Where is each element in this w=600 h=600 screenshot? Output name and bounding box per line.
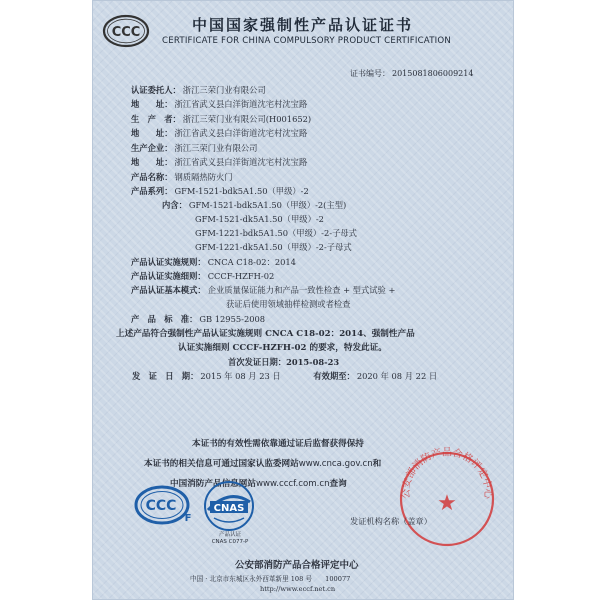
issuing-organization: 公安部消防产品合格评定中心 [235,560,359,571]
issue-dates [132,370,437,382]
ccc-logo-icon [102,14,150,48]
cnas-logo-icon [202,480,256,532]
field-row-manufacturer-address [131,127,307,139]
statement-line-2: 认证实施细则 CCCF-HZFH-02 的要求，特发此证。 [178,343,387,353]
field-label: 产 品 标 准： [131,314,198,324]
field-row-client [131,84,266,96]
mode-line-2: 获证后使用领域抽样检测或者检查 [226,299,351,309]
ccc-logo-text: CCC [111,25,141,40]
certificate-number [350,68,473,79]
field-row-factory-address [131,156,307,168]
field-label: 产品名称： [131,172,173,182]
official-seal-icon [392,444,502,554]
issuer-signature-label: 发证机构名称（盖章） [350,516,432,526]
expiry-date: 2020 年 08 月 22 日 [356,371,438,381]
field-row-rules [131,256,296,268]
ccc-f-logo-text: CCC [145,498,177,514]
field-row-factory [131,142,257,154]
field-value: 浙江省武义县白洋街道沈宅村沈宝路 [174,157,308,167]
field-value: CNCA C18-02：2014 [207,257,296,267]
seal-text: 公安部消防产品合格评定中心 [400,447,494,499]
field-value: GFM-1521-bdk5A1.50（甲级）-2 [174,186,309,196]
field-label: 生产企业： [131,143,173,153]
cnas-logo-text: CNAS [213,503,245,514]
cert-no-value: 2015081806009214 [392,69,474,78]
field-row-manufacturer [131,113,311,125]
field-value: 浙江省武义县白洋街道沈宅村沈宝路 [174,128,308,138]
certificate [92,0,514,600]
field-value: CCCF-HZFH-02 [207,271,275,281]
field-label: 产品认证实施规则： [131,257,206,267]
organization-url[interactable]: http://www.eccf.net.cn [260,585,336,593]
includes-item: GFM-1521-dk5A1.50（甲级）-2 [195,214,324,224]
field-row-product-name [131,171,233,183]
cnas-caption: 产品认证 CNAS C077-P [211,532,249,545]
organization-address: 中国 · 北京市东城区永外西革新里 108 号 100077 [190,575,351,583]
includes-item: GFM-1221-dk5A1.50（甲级）-2-子母式 [195,242,352,252]
field-value: 浙江三荣门业有限公司(H001652) [182,114,312,124]
field-value: 浙江三荣门业有限公司 [174,143,258,153]
includes-label: 内含： [162,200,187,210]
ccc-f-logo-icon [134,484,194,526]
seal-star: ★ [437,491,457,516]
field-row-product-series [131,185,309,197]
field-row-client-address [131,98,307,110]
statement-line-1: 上述产品符合强制性产品认证实施规则 CNCA C18-02：2014、强制性产品 [116,329,415,339]
expiry-label: 有效期至： [313,371,355,381]
cccf-note: 中国消防产品信息网站www.cccf.com.cn查询 [170,479,347,489]
field-label: 产品认证实施细则： [131,271,206,281]
field-row-mode [131,284,395,296]
field-label: 地 址： [131,99,173,109]
field-label: 产品系列： [131,186,173,196]
includes-item: GFM-1521-bdk5A1.50（甲级）-2(主型) [188,200,347,210]
field-label: 认证委托人： [131,85,181,95]
field-value: 企业质量保证能力和产品一致性检查 + 型式试验 + [207,285,396,295]
title-en: CERTIFICATE FOR CHINA COMPULSORY PRODUCT CERTIFICATION [162,36,451,46]
cert-no-label: 证书编号： [350,69,390,78]
cnca-note: 本证书的相关信息可通过国家认监委网站www.cnca.gov.cn和 [144,459,382,469]
issue-date: 2015 年 08 月 23 日 [200,371,281,381]
field-label: 生 产 者： [131,114,181,124]
includes-item: GFM-1221-bdk5A1.50（甲级）-2-子母式 [195,228,357,238]
field-value: GB 12955-2008 [199,314,266,324]
field-row-detailed-rules [131,270,274,282]
cccf-link[interactable]: www.cccf.com.cn [255,479,330,489]
includes-row [162,199,346,211]
cnca-link[interactable]: www.cnca.gov.cn [298,459,373,469]
issue-date-label: 发 证 日 期： [132,371,199,381]
title-cn: 中国国家强制性产品认证证书 [192,16,414,34]
field-row-standard [131,313,265,325]
field-value: 钢质隔热防火门 [174,172,233,182]
field-label: 地 址： [131,128,173,138]
ccc-f-letter: F [184,513,192,524]
field-label: 产品认证基本模式： [131,285,206,295]
field-value: 浙江三荣门业有限公司 [182,85,266,95]
first-issue-date: 首次发证日期：2015-08-23 [228,357,340,367]
field-label: 地 址： [131,157,173,167]
field-value: 浙江省武义县白洋街道沈宅村沈宝路 [174,99,308,109]
validity-note: 本证书的有效性需依靠通过证后监督获得保持 [192,439,364,449]
